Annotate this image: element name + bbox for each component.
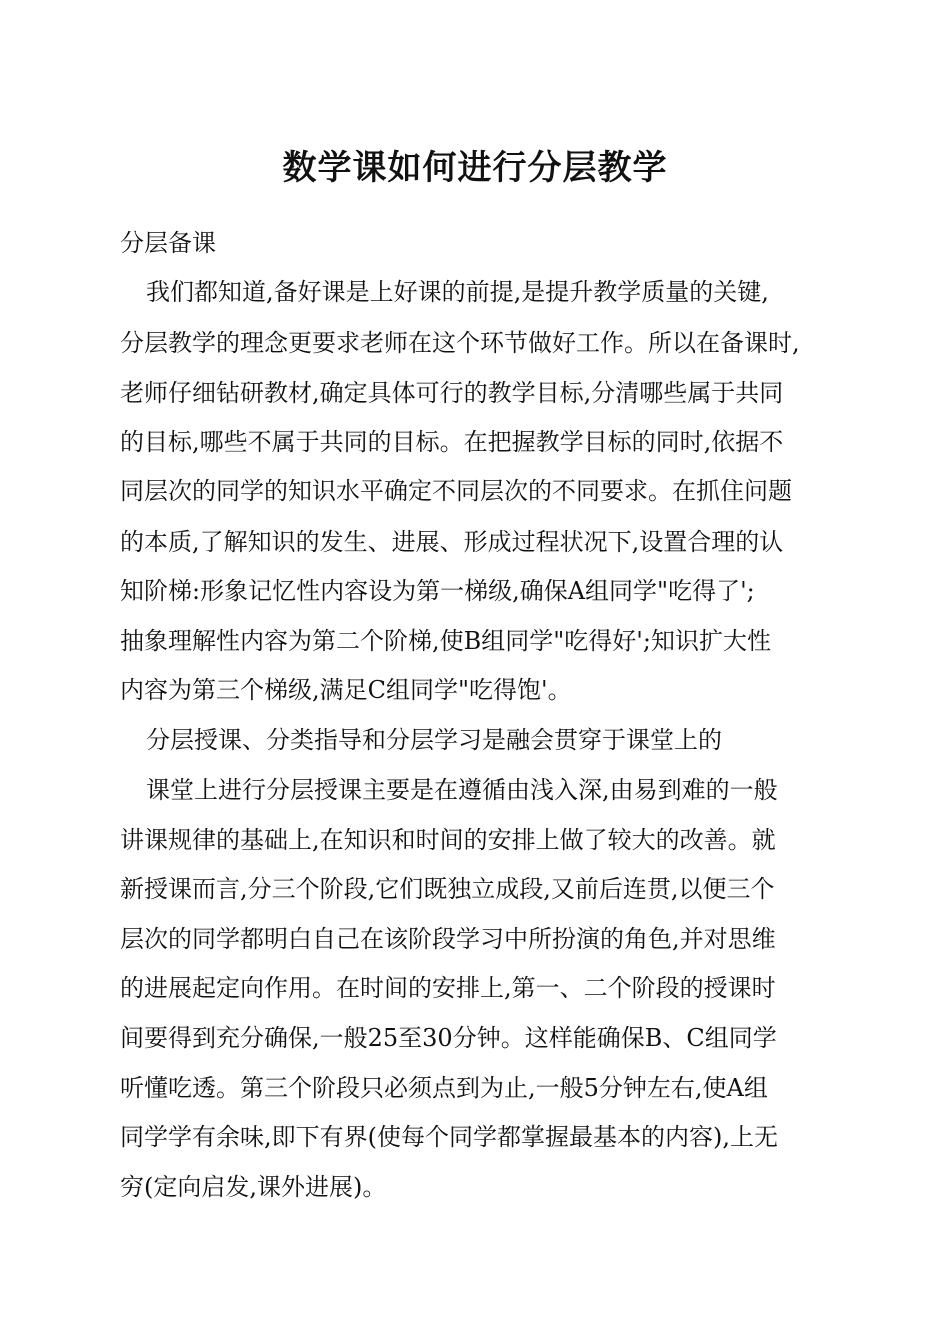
paragraph-line: 听懂吃透。第三个阶段只必须点到为止,一般5分钟左右,使A组 xyxy=(120,1074,768,1102)
paragraph-line: 同学学有余味,即下有界(使每个同学都掌握最基本的内容),上无 xyxy=(120,1123,778,1151)
paragraph-line: 知阶梯:形象记忆性内容设为第一梯级,确保A组同学"吃得了'; xyxy=(120,577,755,605)
paragraph-line: 的进展起定向作用。在时间的安排上,第一、二个阶段的授课时 xyxy=(120,974,776,1002)
section-heading-layered-preparation: 分层备课 xyxy=(120,229,216,257)
paragraph-line: 抽象理解性内容为第二个阶梯,使B组同学"吃得好';知识扩大性 xyxy=(120,627,771,655)
paragraph-line: 的目标,哪些不属于共同的目标。在把握教学目标的同时,依据不 xyxy=(120,428,784,456)
document-title: 数学课如何进行分层教学 xyxy=(282,148,668,188)
paragraph-line: 内容为第三个梯级,满足C组同学"吃得饱'。 xyxy=(120,676,572,704)
paragraph-line: 的本质,了解知识的发生、进展、形成过程状况下,设置合理的认 xyxy=(120,528,784,556)
paragraph-line: 间要得到充分确保,一般25至30分钟。这样能确保B、C组同学 xyxy=(120,1024,777,1052)
paragraph-line: 同层次的同学的知识水平确定不同层次的不同要求。在抓住问题 xyxy=(120,477,792,505)
paragraph-line: 讲课规律的基础上,在知识和时间的安排上做了较大的改善。就 xyxy=(120,826,776,854)
paragraph-line: 课堂上进行分层授课主要是在遵循由浅入深,由易到难的一般 xyxy=(146,776,778,804)
section-heading-layered-teaching: 分层授课、分类指导和分层学习是融会贯穿于课堂上的 xyxy=(146,726,722,754)
paragraph-line: 穷(定向启发,课外进展)。 xyxy=(120,1173,387,1201)
paragraph-line: 层次的同学都明白自己在该阶段学习中所扮演的角色,并对思维 xyxy=(120,925,776,953)
paragraph-line: 我们都知道,备好课是上好课的前提,是提升教学质量的关键, xyxy=(146,278,769,306)
paragraph-line: 老师仔细钻研教材,确定具体可行的教学目标,分清哪些属于共同 xyxy=(120,379,784,407)
paragraph-line: 分层教学的理念更要求老师在这个环节做好工作。所以在备课时, xyxy=(120,329,800,357)
paragraph-line: 新授课而言,分三个阶段,它们既独立成段,又前后连贯,以便三个 xyxy=(120,875,775,903)
